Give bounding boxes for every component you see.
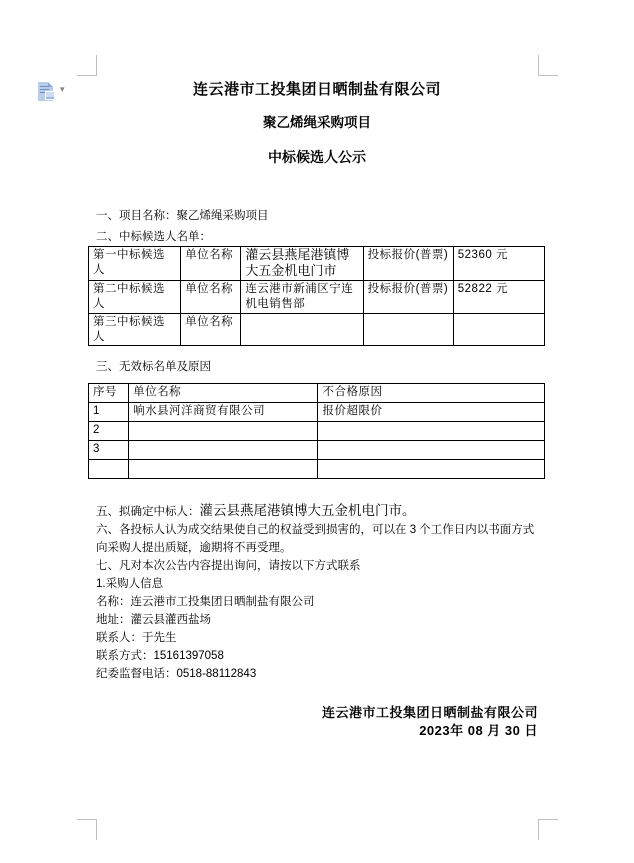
section-5-winner-name: 灌云县燕尾港镇博大五金机电门市。 [199, 503, 416, 519]
candidate-rank-cell: 第二中标候选人 [89, 281, 181, 314]
crop-mark-bottom-left [77, 819, 97, 840]
row-no-cell: 3 [89, 441, 129, 460]
unit-name-cell: 连云港市新浦区宁连机电销售部 [241, 281, 363, 314]
section-5-label: 五、拟确定中标人： [96, 506, 200, 518]
paste-options-button[interactable] [36, 80, 72, 106]
table-row [89, 281, 545, 314]
section-5-winner [96, 502, 538, 521]
signature-company: 连云港市工投集团日晒制盐有限公司 [321, 705, 538, 720]
crop-mark-top-left [77, 55, 97, 76]
unit-name-cell [129, 422, 318, 441]
doc-title-company: 连云港市工投集团日晒制盐有限公司 [192, 81, 441, 98]
section-2-candidate-list: 二、中标候选人名单： [96, 231, 211, 243]
col-header-no: 序号 [89, 384, 129, 403]
price-value-cell: 52360 元 [453, 247, 544, 281]
chevron-down-icon[interactable]: ▾ [60, 85, 65, 95]
doc-title-announcement: 中标候选人公示 [268, 149, 366, 165]
unit-name-cell [129, 441, 318, 460]
section-6-objection-terms: 六、各投标人认为成交结果使自己的权益受到损害的，可以在 3 个工作日内以书面方式向采购人提出质疑，逾期将不再受理。 [96, 524, 535, 554]
reason-cell [318, 460, 545, 479]
doc-title-project: 聚乙烯绳采购项目 [263, 115, 371, 130]
contact-phone: 联系方式：15161397058 [96, 650, 224, 662]
section-7-contact-intro: 七、凡对本次公告内容提出询问，请按以下方式联系 [96, 560, 361, 572]
reason-cell [318, 441, 545, 460]
reason-cell: 报价超限价 [318, 403, 545, 422]
unit-name-cell: 灌云县燕尾港镇博大五金机电门市 [241, 247, 363, 281]
price-label-cell: 投标报价(普票) [363, 247, 453, 281]
purchaser-info-header: 1.采购人信息 [96, 578, 164, 590]
unit-label-cell: 单位名称 [181, 314, 241, 346]
crop-mark-bottom-right [538, 819, 558, 840]
contact-supervision-phone: 纪委监督电话：0518-88112843 [96, 668, 257, 680]
mini-page-icon [45, 91, 55, 100]
contact-person: 联系人：于先生 [96, 632, 177, 644]
unit-name-cell [129, 460, 318, 479]
row-no-cell [89, 460, 129, 479]
candidates-table [88, 246, 545, 346]
table-row [89, 460, 545, 479]
table-row [89, 441, 545, 460]
paste-options-icon [38, 82, 53, 101]
price-label-cell [363, 314, 453, 346]
section-1-project-name: 一、项目名称：聚乙烯绳采购项目 [96, 210, 269, 222]
table-row [89, 314, 545, 346]
document-content [93, 75, 538, 740]
unit-label-cell: 单位名称 [181, 281, 241, 314]
price-label-cell: 投标报价(普票) [363, 281, 453, 314]
unit-label-cell: 单位名称 [181, 247, 241, 281]
candidate-rank-cell: 第三中标候选人 [89, 314, 181, 346]
crop-mark-top-right [538, 55, 558, 76]
col-header-reason: 不合格原因 [318, 384, 545, 403]
section-3-invalid-bids: 三、无效标名单及原因 [96, 361, 211, 373]
signature-date: 2023年 08 月 30 日 [419, 723, 538, 738]
contact-name: 名称：连云港市工投集团日晒制盐有限公司 [96, 596, 315, 608]
table-row [89, 403, 545, 422]
table-row [89, 247, 545, 281]
price-value-cell: 52822 元 [453, 281, 544, 314]
candidate-rank-cell: 第一中标候选人 [89, 247, 181, 281]
invalid-bids-table [88, 383, 545, 479]
contact-address: 地址：灌云县灌西盐场 [96, 614, 211, 626]
table-header-row [89, 384, 545, 403]
table-row [89, 422, 545, 441]
unit-name-cell: 响水县河洋商贸有限公司 [129, 403, 318, 422]
unit-name-cell [241, 314, 363, 346]
row-no-cell: 2 [89, 422, 129, 441]
reason-cell [318, 422, 545, 441]
row-no-cell: 1 [89, 403, 129, 422]
col-header-unit: 单位名称 [129, 384, 318, 403]
price-value-cell [453, 314, 544, 346]
